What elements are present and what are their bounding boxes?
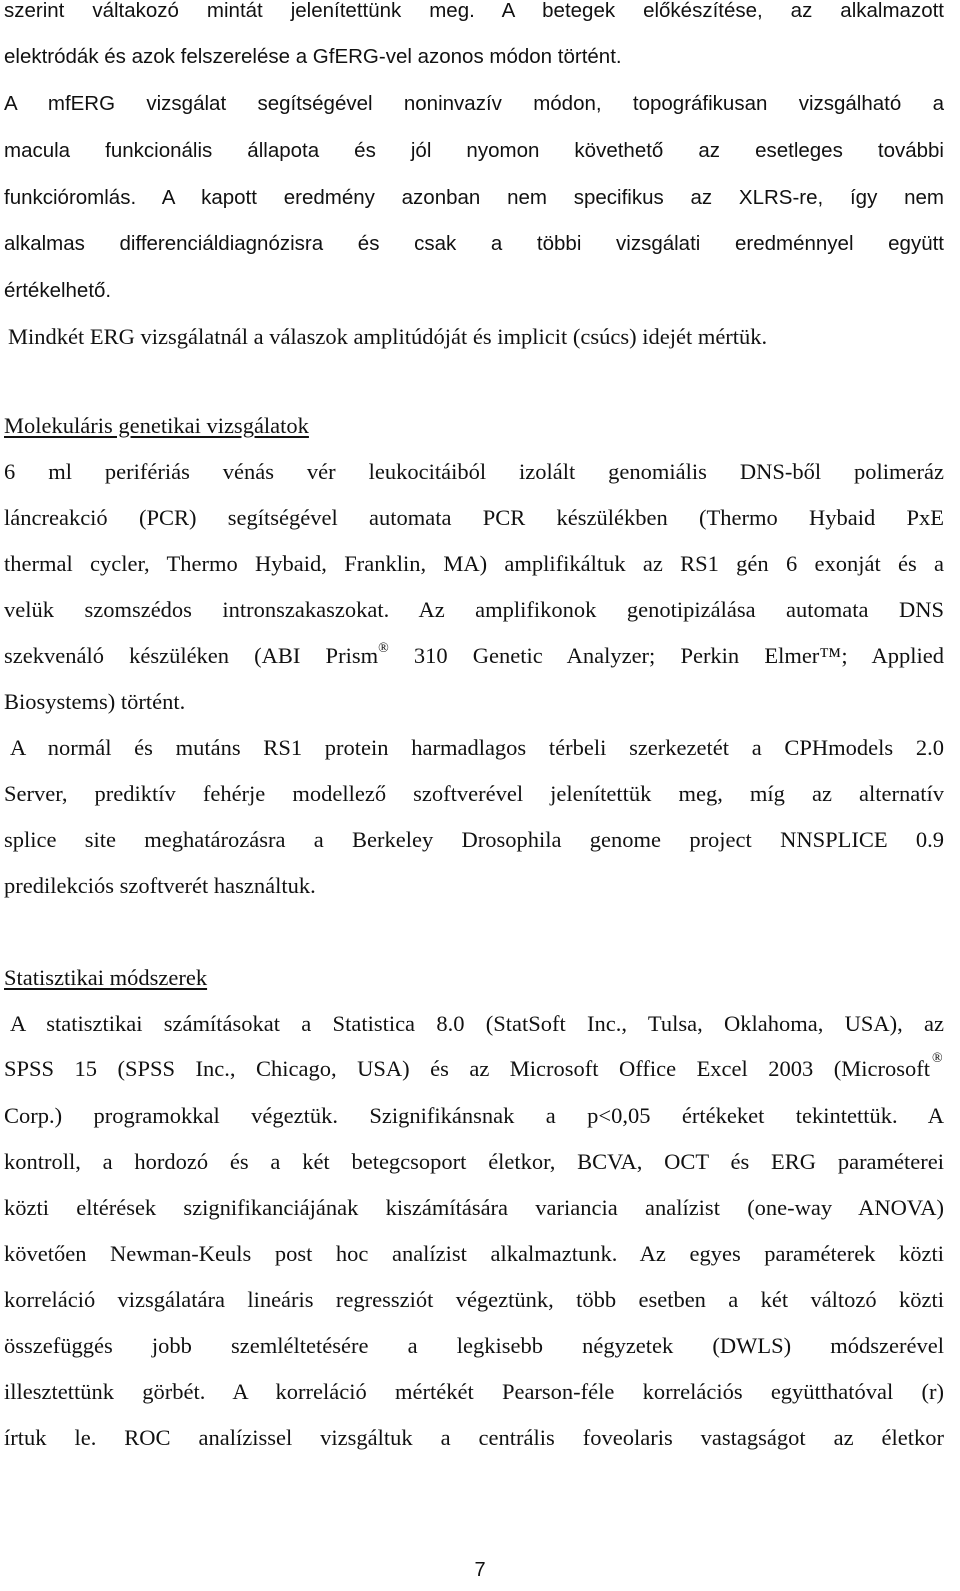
text-segment: szekvenáló készüléken (ABI Prism bbox=[4, 643, 379, 668]
registered-mark: ® bbox=[378, 641, 389, 656]
paragraph-line: A statisztikai számításokat a Statistica 8.0 (StatSoft Inc., Tulsa, Oklahoma, USA), az bbox=[10, 1011, 944, 1036]
paragraph-line: 6 ml perifériás vénás vér leukocitáiból izolált genomiális DNS-ből polimeráz bbox=[4, 459, 944, 484]
paragraph-line: predilekciós szoftverét használtuk. bbox=[4, 873, 316, 898]
document-page: szerint váltakozó mintát jelenítettünk meg. A betegek előkészítése, az alkalmazott elektródák és azok felszerelése a GfERG-vel azonos módon történt. A mfERG vizsgálat segítségével noninvazív módon, topográfikusan vizsgálható a macula funkcionális állapota és jól nyomon követhető az esetleges további funkcióromlás. A kapott eredmény azonban nem specifikus az XLRS-re, így nem alkalmas differenciáldiagnózisra és csak a többi vizsgálati eredménnyel együtt értékelhető. Mindkét ERG vizsgálatnál a válaszok amplitúdóját és implicit (csúcs) idejét mértük. Molekuláris genetikai vizsgálatok 6 ml perifériás vénás vér leukocitáiból izolált genomiális DNS-ből polimeráz láncreakció (PCR) segítségével automata PCR készülékben (Thermo Hybaid PxE thermal cycler, Thermo Hybaid, Franklin, MA) amplifikáltuk az RS1 gén 6 exonját és a velük szomszédos intronszakaszokat. Az amplifikonok genotipizálása automata DNS szekvenáló készüléken (ABI Prism® 310 Genetic Analyzer; Perkin Elmer™; Applied Biosystems) történt. A normál és mutáns RS1 protein harmadlagos térbeli szerkezetét a CPHmodels 2.0 Server, prediktív fehérje modellező szoftverével jelenítettük meg, míg az alternatív splice site meghatározásra a Berkeley Drosophila genome project NNSPLICE 0.9 predilekciós szoftverét használtuk. Statisztikai módszerek A statisztikai számításokat a Statistica 8.0 (StatSoft Inc., Tulsa, Oklahoma, USA), az SPSS 15 (SPSS Inc., Chicago, USA) és az Microsoft Office Excel 2003 (Microsoft ® Corp.) programokkal végeztük. Szignifikánsnak a p<0,05 értékeket tekintettük. A kontroll, a hordozó és a két betegcsoport életkor, BCVA, OCT és ERG paraméterei közti eltérések szignifikanciájának kiszámítására variancia analízist (one-way ANOVA) követően Newman-Keuls post hoc analízist alkalmaztunk. Az egyes paraméterek közti korreláció vizsgálatára lineáris regressziót végeztünk, több esetben a két változó közti összefüggés jobb szemléltetésére a legkisebb négyzetek (DWLS) módszerével illesztettünk görbét. A korreláció mértékét Pearson-féle korrelációs együtthatóval (r) írtuk le. ROC analízissel vizsgáltuk a centrális foveolaris vastagságot az életkor 7 bbox=[0, 0, 960, 1591]
paragraph-line: követően Newman-Keuls post hoc analízist alkalmaztunk. Az egyes paraméterek közti bbox=[4, 1241, 944, 1266]
paragraph-line: thermal cycler, Thermo Hybaid, Franklin, MA) amplifikáltuk az RS1 gén 6 exonját és a bbox=[4, 551, 944, 576]
section-heading-genetics: Molekuláris genetikai vizsgálatok bbox=[4, 413, 309, 438]
paragraph-line: szerint váltakozó mintát jelenítettünk meg. A betegek előkészítése, az alkalmazott bbox=[4, 0, 944, 22]
paragraph-line: macula funkcionális állapota és jól nyomon követhető az esetleges további bbox=[4, 139, 944, 162]
paragraph-line-with-trademark bbox=[4, 1054, 930, 1084]
text-segment: 310 Genetic Analyzer; Perkin Elmer™; Applied bbox=[388, 643, 944, 668]
paragraph-line: alkalmas differenciáldiagnózisra és csak a többi vizsgálati eredménnyel együtt bbox=[4, 232, 944, 255]
section-heading-statistics: Statisztikai módszerek bbox=[4, 965, 208, 990]
text-segment: SPSS 15 (SPSS Inc., Chicago, USA) és az Microsoft Office Excel 2003 (Microsoft bbox=[4, 1056, 930, 1081]
paragraph-line: velük szomszédos intronszakaszokat. Az amplifikonok genotipizálása automata DNS bbox=[4, 597, 944, 622]
paragraph-line: splice site meghatározásra a Berkeley Drosophila genome project NNSPLICE 0.9 bbox=[4, 827, 944, 852]
paragraph-line: A normál és mutáns RS1 protein harmadlagos térbeli szerkezetét a CPHmodels 2.0 bbox=[10, 735, 944, 760]
paragraph-line: írtuk le. ROC analízissel vizsgáltuk a centrális foveolaris vastagságot az életkor bbox=[4, 1425, 944, 1450]
paragraph-line: összefüggés jobb szemléltetésére a legkisebb négyzetek (DWLS) módszerével bbox=[4, 1333, 944, 1358]
paragraph-line: funkcióromlás. A kapott eredmény azonban nem specifikus az XLRS-re, így nem bbox=[4, 186, 944, 209]
paragraph-line: Server, prediktív fehérje modellező szoftverével jelenítettük meg, míg az alternatív bbox=[4, 781, 944, 806]
paragraph-line: elektródák és azok felszerelése a GfERG-vel azonos módon történt. bbox=[4, 45, 622, 68]
page-number: 7 bbox=[474, 1559, 486, 1581]
paragraph-line: láncreakció (PCR) segítségével automata PCR készülékben (Thermo Hybaid PxE bbox=[4, 505, 944, 530]
paragraph-line: értékelhető. bbox=[4, 279, 112, 302]
paragraph-line: kontroll, a hordozó és a két betegcsoport életkor, BCVA, OCT és ERG paraméterei bbox=[4, 1149, 944, 1174]
paragraph-line-with-trademark bbox=[4, 641, 944, 671]
paragraph-line: illesztettünk görbét. A korreláció mértékét Pearson-féle korrelációs együtthatóval (r) bbox=[4, 1379, 944, 1404]
paragraph-line: Mindkét ERG vizsgálatnál a válaszok amplitúdóját és implicit (csúcs) idejét mértük. bbox=[8, 324, 768, 349]
paragraph-line: A mfERG vizsgálat segítségével noninvazív módon, topográfikusan vizsgálható a bbox=[4, 92, 944, 115]
paragraph-line: Corp.) programokkal végeztük. Szignifikánsnak a p<0,05 értékeket tekintettük. A bbox=[4, 1103, 944, 1128]
paragraph-line: közti eltérések szignifikanciájának kiszámítására variancia analízist (one-way ANOVA) bbox=[4, 1195, 944, 1220]
paragraph-line: Biosystems) történt. bbox=[4, 689, 186, 714]
paragraph-line: korreláció vizsgálatára lineáris regressziót végeztünk, több esetben a két változó közti bbox=[4, 1287, 944, 1312]
